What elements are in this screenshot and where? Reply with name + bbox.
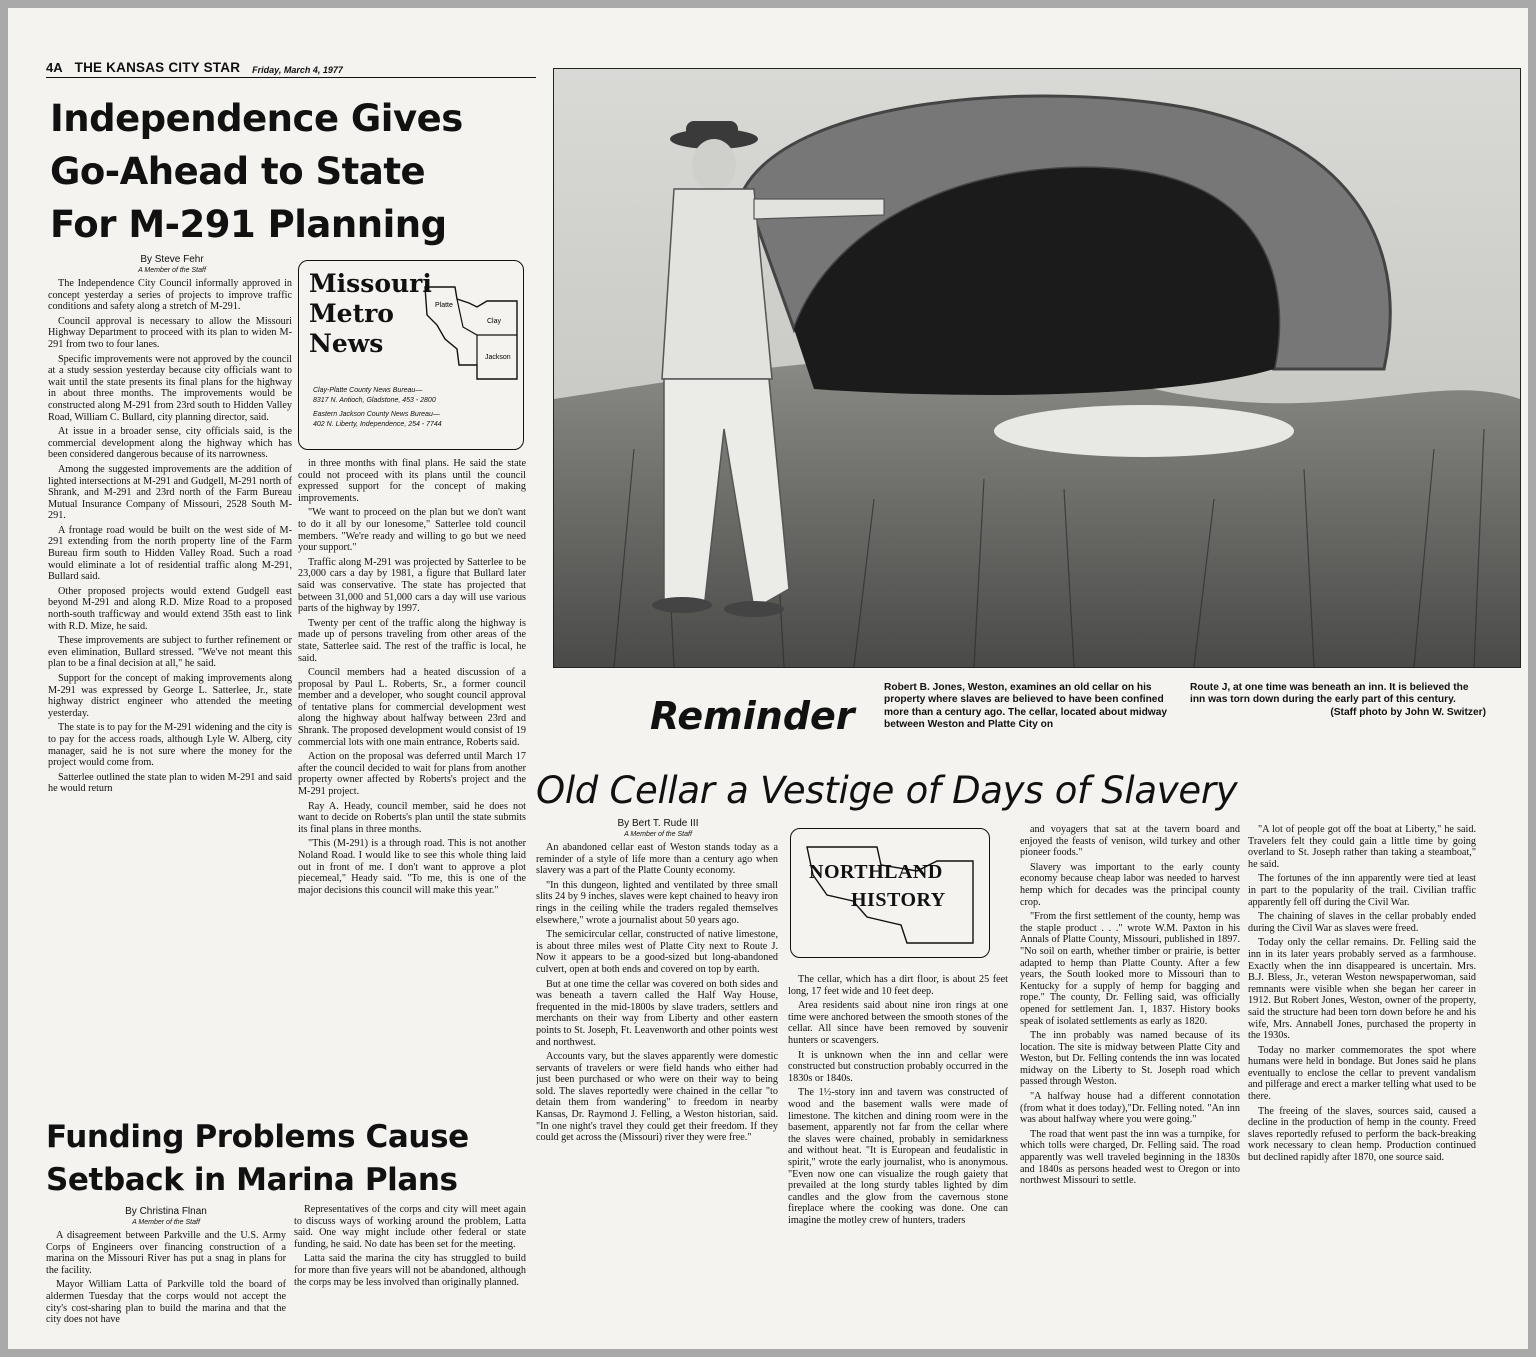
issue-date: Friday, March 4, 1977 [252, 65, 343, 75]
paragraph: The semicircular cellar, constructed of native limestone, is about three miles west of Platte City next to Route J. Now it appears to be a good-sized but long-abandoned culvert, open at both ends and covered on top by earth. [536, 929, 778, 975]
paragraph: "A halfway house had a different connotation (from what it does today),"Dr. Felling noted. "An inn was about halfway where you were going." [1020, 1091, 1240, 1126]
logo-title-line: Missouri [309, 269, 432, 298]
article2-column-2 [788, 974, 1008, 1348]
paragraph: At issue in a broader sense, city officials said, is the commercial development along the highway which has been considered dangerous because of its narrowness. [48, 426, 292, 461]
paragraph: Representatives of the corps and city will meet again to discuss ways of working around the problem, Latta said. One way might include other federal or state funding, he said. No date has been set for the meeting. [294, 1204, 526, 1250]
county-map-icon [417, 279, 521, 383]
paragraph: Satterlee outlined the state plan to widen M-291 and said he would return [48, 771, 292, 795]
paper-name: THE KANSAS CITY STAR [74, 60, 241, 75]
county-label: Clay [487, 318, 502, 325]
badge-line: NORTHLAND [809, 861, 943, 883]
article1-column-1 [48, 278, 292, 1096]
paragraph: Accounts vary, but the slaves apparently were domestic servants of travelers or were field hands who either had just been purchased or who were on their way to being sold. The slaves reportedly were chained in the cellar "to detain them from wandering" to freedom in nearby Kansas, Dr. Raymond J. Felling, a Weston historian, said. "In one night's travel they could get their freedom. If they could get across the (Missouri) river they were free." [536, 1051, 778, 1144]
missouri-metro-news-logo [298, 260, 524, 450]
headline-line: Setback in Marina Plans [46, 1162, 458, 1198]
paragraph: The fortunes of the inn apparently were tied at least in part to the popularity of the trail. Civilian traffic apparently fell off during the Civil War. [1248, 873, 1476, 908]
headline-line: For M-291 Planning [50, 203, 447, 246]
northland-history-badge [790, 828, 990, 958]
photo-caption-right [1190, 682, 1486, 719]
paragraph: But at one time the cellar was covered on both sides and was beneath a tavern called the Half Way House, frequented in the mid-1800s by slave traders, settlers and merchants on their way from Liberty and other eastern points to St. Joseph, Ft. Leavenworth and other points west and northwest. [536, 978, 778, 1048]
page-number: 4A [46, 60, 63, 75]
paragraph: "A lot of people got off the boat at Liberty," he said. Travelers felt they could gain a little time by going overland to St. Joseph rather than taking a steamboat," he said. [1248, 824, 1476, 870]
paragraph: Action on the proposal was deferred until March 17 after the council decided to wait for plans from another property owner affected by Roberts's project and the M-291 project. [298, 751, 526, 798]
article3-byline [46, 1206, 286, 1228]
paragraph: Traffic along M-291 was projected by Satterlee to be 23,000 cars a day by 1981, a figure that Bullard later said was conservative. The state has projected that between 31,000 and 51,000 cars a day will use various parts of the highway by 1997. [298, 556, 526, 615]
paragraph: Specific improvements were not approved by the council at a study session yesterday because city officials want to wait until the state presents its final plans for the highway in about three months. The improvements would be constructed along M-291 from 23rd south to Hidden Valley Road, William C. Bullard, city planning director, said. [48, 353, 292, 423]
masthead [46, 52, 536, 78]
paragraph: Council members had a heated discussion of a proposal by Paul L. Roberts, Sr., a former council member and a developer, who sought council approval of tentative plans for commercial development west along the highway about halfway between 23rd and Shrank. The proposed development would consist of 19 commercial lots with one main entrance, Roberts said. [298, 667, 526, 748]
photo-credit: (Staff photo by John W. Switzer) [1330, 706, 1486, 718]
paragraph: Today only the cellar remains. Dr. Felling said the inn in its later years probably served as a farmhouse. Exactly when the inn disappeared is uncertain. Mrs. B.J. Bless, Jr., veteran Weston newspaperwoman, said remnants were visible when she began her career in 1912. But Robert Jones, Weston, owner of the property, said the structure had been torn down before he and his wife, Mrs. Annabell Jones, purchased the property in the 1930s. [1248, 937, 1476, 1042]
paragraph: The inn probably was named because of its location. The site is midway between Platte City and Weston, but Dr. Felling contends the inn was located midway on the Liberty to St. Joseph road which passed through Weston. [1020, 1030, 1240, 1088]
badge-line: HISTORY [851, 889, 946, 911]
article2-column-1 [536, 842, 778, 1348]
byline-staff: A Member of the Staff [138, 267, 206, 274]
paragraph: The cellar, which has a dirt floor, is about 25 feet long, 17 feet wide and 10 feet deep. [788, 974, 1008, 997]
paragraph: A disagreement between Parkville and the U.S. Army Corps of Engineers over financing construction of a marina on the Missouri River has put a snag in plans for the facility. [46, 1230, 286, 1276]
article2-column-3 [1020, 824, 1240, 1348]
paragraph: "This (M-291) is a through road. This is not another Noland Road. I would like to see this whole thing laid out in front of me. I don't want to approve a plot piecemeal," Heady said. "To me, this is one of the major decisions this council will make this year." [298, 838, 526, 896]
paragraph: "From the first settlement of the county, hemp was the staple product . . ." wrote W.M. Paxton in his Annals of Platte County, Missouri, published in 1897. "No soil on earth, whether timber or prairie, is better adapted to hemp than Platte County. After a few years, the South looked more to Missouri than to Kentucky for a supply of hemp for bagging and rope." The county, Dr. Felling said, was officially opened for settlement Jan. 1, 1837. History books speak of isolated settlements as early as 1820. [1020, 911, 1240, 1027]
paragraph: "We want to proceed on the plan but we don't want to do it all by our lonesome," Satterlee told council members. "We're ready and willing to go but we need your support." [298, 507, 526, 554]
article1-column-2 [298, 458, 526, 1098]
paragraph: Among the suggested improvements are the addition of lighted intersections at M-291 and Gudgell, M-291 north of Shrank, and M-291 and 23rd north of the Farm Bureau Mutual Insurance Company of Missouri, 2528 South M-291. [48, 463, 292, 522]
bureau-name: Eastern Jackson County News Bureau— [313, 411, 440, 418]
cellar-photo-image [554, 69, 1520, 667]
article2-column-4 [1248, 824, 1476, 1348]
byline-name: By Christina Flnan [125, 1206, 207, 1217]
reminder-title: Reminder [650, 694, 855, 738]
article1-byline [50, 254, 294, 276]
byline-staff: A Member of the Staff [624, 831, 692, 838]
paragraph: Council approval is necessary to allow the Missouri Highway Department to proceed with its plan to widen M-291 from two to four lanes. [48, 315, 292, 350]
bureau-clay-platte [313, 386, 513, 406]
logo-title-line: News [309, 329, 384, 358]
photo-caption-left: Robert B. Jones, Weston, examines an old cellar on his property where slaves are believed to have been confined more than a century ago. The cellar, located about midway between Weston and Platte City on [884, 682, 1168, 731]
paragraph: The state is to pay for the M-291 widening and the city is to pay for the access roads, although Lyle W. Alberg, city manager, said he is not sure where the money for the project would come from. [48, 722, 292, 769]
newspaper-page [8, 8, 1528, 1349]
article1-headline [50, 92, 536, 251]
byline-name: By Steve Fehr [140, 254, 204, 265]
paragraph: The Independence City Council informally approved in concept yesterday a series of projects to improve traffic conditions and safety along a stretch of M-291. [48, 278, 292, 313]
paragraph: Twenty per cent of the traffic along the highway is made up of persons traveling from other areas of the state, Satterlee said. The rest of the traffic is local, he said. [298, 617, 526, 664]
paragraph: The chaining of slaves in the cellar probably ended during the Civil War as slaves were freed. [1248, 911, 1476, 934]
logo-title-line: Metro [309, 299, 394, 328]
bureau-address: 8317 N. Antioch, Gladstone, 453 - 2800 [313, 397, 436, 404]
paragraph: An abandoned cellar east of Weston stands today as a reminder of a style of life more than a century ago when slavery was a part of the Platte County economy. [536, 842, 778, 877]
paragraph: Today no marker commemorates the spot where humans were held in bondage. But Jones said he plans eventually to enclose the cellar to prevent vandalism and pilferage and erect a marker telling what used to be there. [1248, 1044, 1476, 1103]
county-label: Jackson [485, 354, 511, 361]
paragraph: The 1½-story inn and tavern was constructed of wood and the basement walls were made of limestone. The kitchen and dining room were in the basement, apparently not far from the cellar where the slaves were chained, probably in semidarkness and without heat. "It is European and feudalistic in spirit," wrote the early journalist, who is anonymous. "Even now one can visualize the rough gaiety that prevailed at the long sturdy tables lighted by dim candles and the glow from the cavernous stone fireplace where the cooking was done. One can imagine the motley crew of hunters, traders [788, 1087, 1008, 1226]
headline-line: Funding Problems Cause [46, 1119, 469, 1155]
paragraph: The freeing of the slaves, sources said, caused a decline in the production of hemp in the county. Freed slaves reportedly refused to perform the back-breaking work necessary to clean hemp. Production continued but declined rapidly after 1870, one source said. [1248, 1105, 1476, 1164]
paragraph: Area residents said about nine iron rings at one time were anchored between the smooth stones of the cellar. All since have been removed by souvenir hunters or scavengers. [788, 1000, 1008, 1046]
bureau-name: Clay-Platte County News Bureau— [313, 387, 423, 394]
paragraph: and voyagers that sat at the tavern board and enjoyed the feasts of venison, wild turkey and other pioneer foods." [1020, 824, 1240, 859]
paragraph: Mayor William Latta of Parkville told the board of aldermen Tuesday that the corps would not accept the city's cost-sharing plan to build the marina and that the city does not have [46, 1279, 286, 1326]
paragraph: Ray A. Heady, council member, said he does not want to decide on Roberts's plan until the state submits its final plans in three months. [298, 800, 526, 835]
paragraph: in three months with final plans. He said the state could not proceed with its plans until the council expressed support for the concept of making improvements. [298, 458, 526, 504]
article3-column-1 [46, 1230, 286, 1348]
byline-name: By Bert T. Rude III [617, 818, 699, 829]
cellar-photo [553, 68, 1521, 668]
logo-title [309, 269, 434, 359]
paragraph: Support for the concept of making improvements along M-291 was expressed by George L. Satterlee, Jr., state highway district engineer who attended the meeting yesterday. [48, 673, 292, 719]
article2-headline: Old Cellar a Vestige of Days of Slavery [536, 769, 1238, 812]
paragraph: It is unknown when the inn and cellar were constructed but construction probably occurred in the 1830s or 1840s. [788, 1049, 1008, 1084]
paragraph: Other proposed projects would extend Gudgell east beyond M-291 and along R.D. Mize Road to a proposed north-south trafficway and would extend 35th east to link with R.D. Mize, he said. [48, 585, 292, 632]
paragraph: The road that went past the inn was a turnpike, for which tolls were charged, Dr. Felling said. The road apparently was well traveled beginning in the 1830s and 1840s as persons headed west to Oregon or into northwest Missouri to settle. [1020, 1128, 1240, 1187]
headline-line: Independence Gives [50, 97, 463, 140]
paragraph: Latta said the marina the city has struggled to build for more than five years will not be abandoned, although the corps may be less involved than originally planned. [294, 1253, 526, 1288]
article3-headline [46, 1116, 536, 1202]
news-bureau-addresses [313, 386, 513, 434]
headline-line: Go-Ahead to State [50, 150, 426, 193]
caption-text: Route J, at one time was beneath an inn. It is believed the inn was torn down during the early part of this century. [1190, 682, 1469, 706]
paragraph: "In this dungeon, lighted and ventilated by three small slits 24 by 9 inches, slaves were kept chained to heavy iron rings in the ceiling while the traders regaled themselves elsewhere," wrote a journalist about 50 years ago. [536, 879, 778, 926]
bureau-address: 402 N. Liberty, Independence, 254 - 7744 [313, 421, 442, 428]
article3-column-2 [294, 1204, 526, 1348]
paragraph: A frontage road would be built on the west side of M-291 extending from the north property line of the Farm Bureau firm south to Hidden Valley Road. Such a road would eliminate a lot of residential traffic along M-291, Bullard said. [48, 524, 292, 583]
county-label: Platte [435, 302, 453, 309]
bureau-eastern-jackson [313, 410, 513, 430]
paragraph: These improvements are subject to further refinement or even elimination, Bullard stressed. "We've not meant this plan to be a final decision at all," he said. [48, 635, 292, 670]
article2-byline [536, 818, 780, 840]
paragraph: Slavery was important to the early county economy because cheap labor was needed to harvest hemp which for decades was the principal county crop. [1020, 861, 1240, 908]
byline-staff: A Member of the Staff [132, 1219, 200, 1226]
